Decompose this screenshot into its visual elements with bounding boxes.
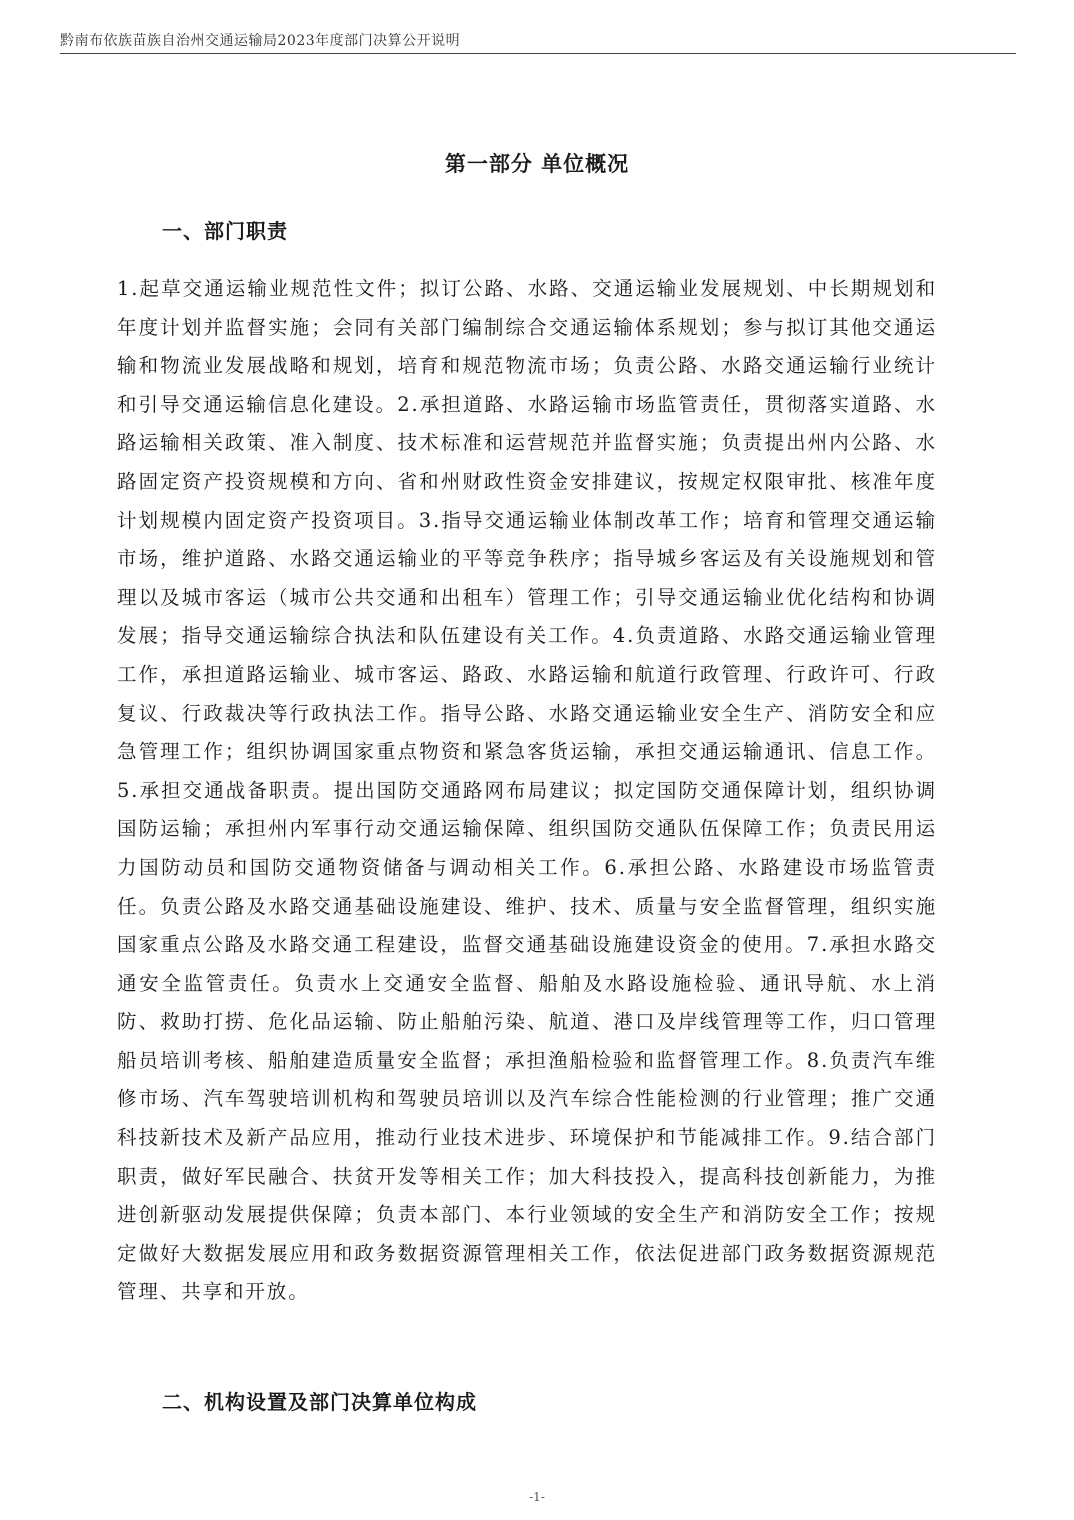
section-heading-organization: 二、机构设置及部门决算单位构成 xyxy=(162,1390,477,1414)
duties-paragraph: 1.起草交通运输业规范性文件；拟订公路、水路、交通运输业发展规划、中长期规划和年度计划并监督实施；会同有关部门编制综合交通运输体系规划；参与拟订其他交通运输和物流业发展战略和规划，培育和规范物流市场；负责公路、水路交通运输行业统计和引导交通运输信息化建设。2.承担道路、水路运输市场监管责任，贯彻落实道路、水路运输相关政策、准入制度、技术标准和运营规范并监督实施；负责提出州内公路、水路固定资产投资规模和方向、省和州财政性资金安排建议，按规定权限审批、核准年度计划规模内固定资产投资项目。3.指导交通运输业体制改革工作；培育和管理交通运输市场，维护道路、水路交通运输业的平等竞争秩序；指导城乡客运及有关设施规划和管理以及城市客运（城市公共交通和出租车）管理工作；引导交通运输业优化结构和协调发展；指导交通运输综合执法和队伍建设有关工作。4.负责道路、水路交通运输业管理工作，承担道路运输业、城市客运、路政、水路运输和航道行政管理、行政许可、行政复议、行政裁决等行政执法工作。指导公路、水路交通运输业安全生产、消防安全和应急管理工作；组织协调国家重点物资和紧急客货运输，承担交通运输通讯、信息工作。5.承担交通战备职责。提出国防交通路网布局建议；拟定国防交通保障计划，组织协调国防运输；承担州内军事行动交通运输保障、组织国防交通队伍保障工作；负责民用运力国防动员和国防交通物资储备与调动相关工作。6.承担公路、水路建设市场监管责任。负责公路及水路交通基础设施建设、维护、技术、质量与安全监督管理，组织实施国家重点公路及水路交通工程建设，监督交通基础设施建设资金的使用。7.承担水路交通安全监管责任。负责水上交通安全监督、船舶及水路设施检验、通讯导航、水上消防、救助打捞、危化品运输、防止船舶污染、航道、港口及岸线管理等工作，归口管理船员培训考核、船舶建造质量安全监督；承担渔船检验和监督管理工作。8.负责汽车维修市场、汽车驾驶培训机构和驾驶员培训以及汽车综合性能检测的行业管理；推广交通科技新技术及新产品应用，推动行业技术进步、环境保护和节能减排工作。9.结合部门职责，做好军民融合、扶贫开发等相关工作；加大科技投入，提高科技创新能力，为推进创新驱动发展提供保障；负责本部门、本行业领域的安全生产和消防安全工作；按规定做好大数据发展应用和政务数据资源管理相关工作，依法促进部门政务数据资源规范管理、共享和开放。 xyxy=(117,277,937,1304)
running-header: 黔南布依族苗族自治州交通运输局2023年度部门决算公开说明 xyxy=(60,33,461,49)
part-title: 第一部分 单位概况 xyxy=(444,152,630,176)
header-divider xyxy=(60,53,1016,54)
section-heading-duties: 一、部门职责 xyxy=(162,219,288,243)
page-number: -1- xyxy=(529,1490,545,1504)
